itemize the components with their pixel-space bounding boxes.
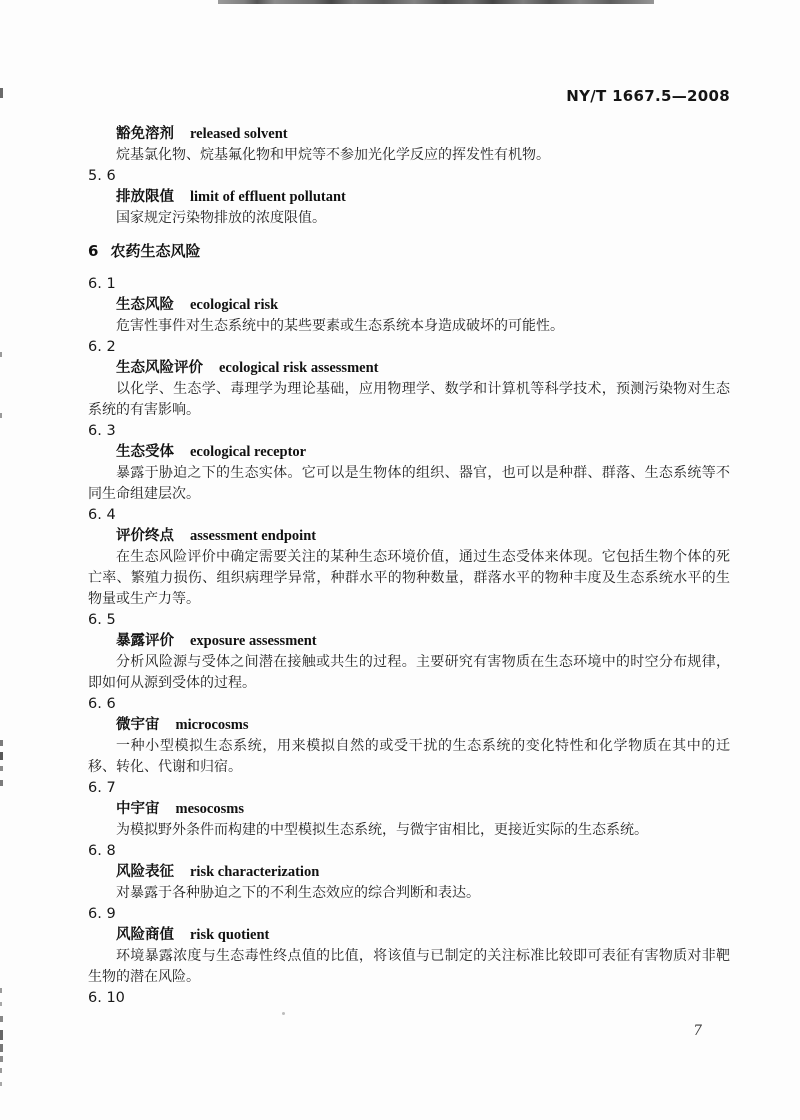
term-heading <box>116 124 730 145</box>
definition-paragraph: 以化学、生态学、毒理学为理论基础，应用物理学、数学和计算机等科学技术，预测污染物对生态系统的有害影响。 <box>88 382 730 418</box>
term-chinese: 生态风险评价 <box>116 360 203 376</box>
section-number: 6. 3 <box>88 423 116 439</box>
term-definitions <box>88 463 730 505</box>
term-english: assessment endpoint <box>190 528 317 544</box>
definition-paragraph: 环境暴露浓度与生态毒性终点值的比值，将该值与已制定的关注标准比较即可表征有害物质对非靶生物的潜在风险。 <box>88 949 730 985</box>
term-heading <box>116 526 730 547</box>
scan-speck <box>0 352 2 357</box>
term-block <box>88 610 730 694</box>
chapter-heading <box>88 241 730 263</box>
term-heading <box>116 631 730 652</box>
term-english: microcosms <box>175 717 249 733</box>
term-english: risk quotient <box>190 927 270 943</box>
term-definitions <box>88 208 730 229</box>
section-number: 6. 5 <box>88 612 116 628</box>
term-heading <box>116 925 730 946</box>
term-heading <box>116 358 730 379</box>
scan-speck <box>0 1044 3 1052</box>
term-chinese: 排放限值 <box>116 189 174 205</box>
term-heading <box>116 295 730 316</box>
definition-paragraph: 国家规定污染物排放的浓度限值。 <box>116 211 326 226</box>
term-chinese: 风险表征 <box>116 864 174 880</box>
term-english: ecological risk assessment <box>219 360 379 376</box>
definition-paragraph: 分析风险源与受体之间潜在接触或共生的过程。主要研究有害物质在生态环境中的时空分布规律，即如何从源到受体的过程。 <box>88 655 730 691</box>
term-chinese: 暴露评价 <box>116 633 174 649</box>
term-english: released solvent <box>190 126 288 142</box>
scan-speck <box>0 1016 3 1022</box>
section-number: 6. 7 <box>88 780 116 796</box>
scan-speck <box>0 1056 3 1062</box>
scan-speck <box>0 766 3 771</box>
term-english: ecological risk <box>190 297 279 313</box>
scan-speck <box>0 1030 3 1040</box>
term-block <box>88 337 730 421</box>
scan-speck <box>0 1068 2 1073</box>
term-english: risk characterization <box>190 864 320 880</box>
definition-paragraph: 烷基氯化物、烷基氟化物和甲烷等不参加光化学反应的挥发性有机物。 <box>116 148 550 163</box>
term-block <box>88 421 730 505</box>
doc-number: NY/T 1667.5—2008 <box>566 87 730 105</box>
term-heading <box>116 799 730 820</box>
term-definitions <box>88 547 730 610</box>
term-english: ecological receptor <box>190 444 307 460</box>
term-chinese: 豁免溶剂 <box>116 126 174 142</box>
term-definitions <box>88 379 730 421</box>
term-block <box>88 166 730 229</box>
definition-paragraph: 一种小型模拟生态系统，用来模拟自然的或受干扰的生态系统的变化特性和化学物质在其中的迁移、转化、代谢和归宿。 <box>88 739 730 775</box>
term-block <box>88 124 730 166</box>
definition-paragraph: 暴露于胁迫之下的生态实体。它可以是生物体的组织、器官，也可以是种群、群落、生态系统等不同生命组建层次。 <box>88 466 730 502</box>
term-heading <box>116 442 730 463</box>
definition-paragraph: 危害性事件对生态系统中的某些要素或生态系统本身造成破坏的可能性。 <box>116 319 564 334</box>
chapter-title: 农药生态风险 <box>110 244 201 260</box>
term-definitions <box>88 316 730 337</box>
term-english: exposure assessment <box>190 633 317 649</box>
scan-speck <box>0 88 3 98</box>
term-block <box>88 778 730 841</box>
document-body <box>88 124 730 1009</box>
scan-speck <box>0 780 3 786</box>
term-block <box>88 841 730 904</box>
term-block <box>88 694 730 778</box>
term-english: mesocosms <box>175 801 244 817</box>
term-definitions <box>88 946 730 988</box>
term-definitions <box>88 820 730 841</box>
term-chinese: 微宇宙 <box>116 717 160 733</box>
term-chinese: 风险商值 <box>116 927 174 943</box>
term-chinese: 中宇宙 <box>116 801 160 817</box>
term-chinese: 生态受体 <box>116 444 174 460</box>
scan-speck <box>0 413 2 418</box>
term-english: limit of effluent pollutant <box>190 189 346 205</box>
term-definitions <box>88 652 730 694</box>
scan-speck <box>0 740 3 746</box>
term-heading <box>116 715 730 736</box>
term-heading <box>116 862 730 883</box>
term-definitions <box>88 883 730 904</box>
term-definitions <box>88 145 730 166</box>
section-number: 6. 1 <box>88 276 116 292</box>
section-number: 6. 6 <box>88 696 116 712</box>
definition-paragraph: 对暴露于各种胁迫之下的不利生态效应的综合判断和表达。 <box>116 886 480 901</box>
scan-speck <box>0 1082 2 1086</box>
term-chinese: 生态风险 <box>116 297 174 313</box>
chapter-number: 6 <box>88 242 99 260</box>
term-block <box>88 904 730 988</box>
definition-paragraph: 在生态风险评价中确定需要关注的某种生态环境价值，通过生态受体来体现。它包括生物个体的死亡率、繁殖力损伤、组织病理学异常，种群水平的物种数量，群落水平的物种丰度及生态系统水平的生物量或生产力等。 <box>88 550 730 607</box>
section-number: 6. 8 <box>88 843 116 859</box>
term-heading <box>116 187 730 208</box>
section-number: 6. 4 <box>88 507 116 523</box>
term-block <box>88 505 730 610</box>
section-number: 6. 10 <box>88 990 125 1006</box>
definition-paragraph: 为模拟野外条件而构建的中型模拟生态系统，与微宇宙相比，更接近实际的生态系统。 <box>116 823 648 838</box>
term-block <box>88 274 730 337</box>
page-number: 7 <box>693 1023 702 1039</box>
scan-speck <box>0 988 2 993</box>
term-definitions <box>88 736 730 778</box>
term-chinese: 评价终点 <box>116 528 174 544</box>
section-number: 6. 9 <box>88 906 116 922</box>
scan-speck <box>0 752 3 760</box>
section-number: 5. 6 <box>88 168 116 184</box>
scan-speck <box>0 1002 2 1006</box>
section-number: 6. 2 <box>88 339 116 355</box>
